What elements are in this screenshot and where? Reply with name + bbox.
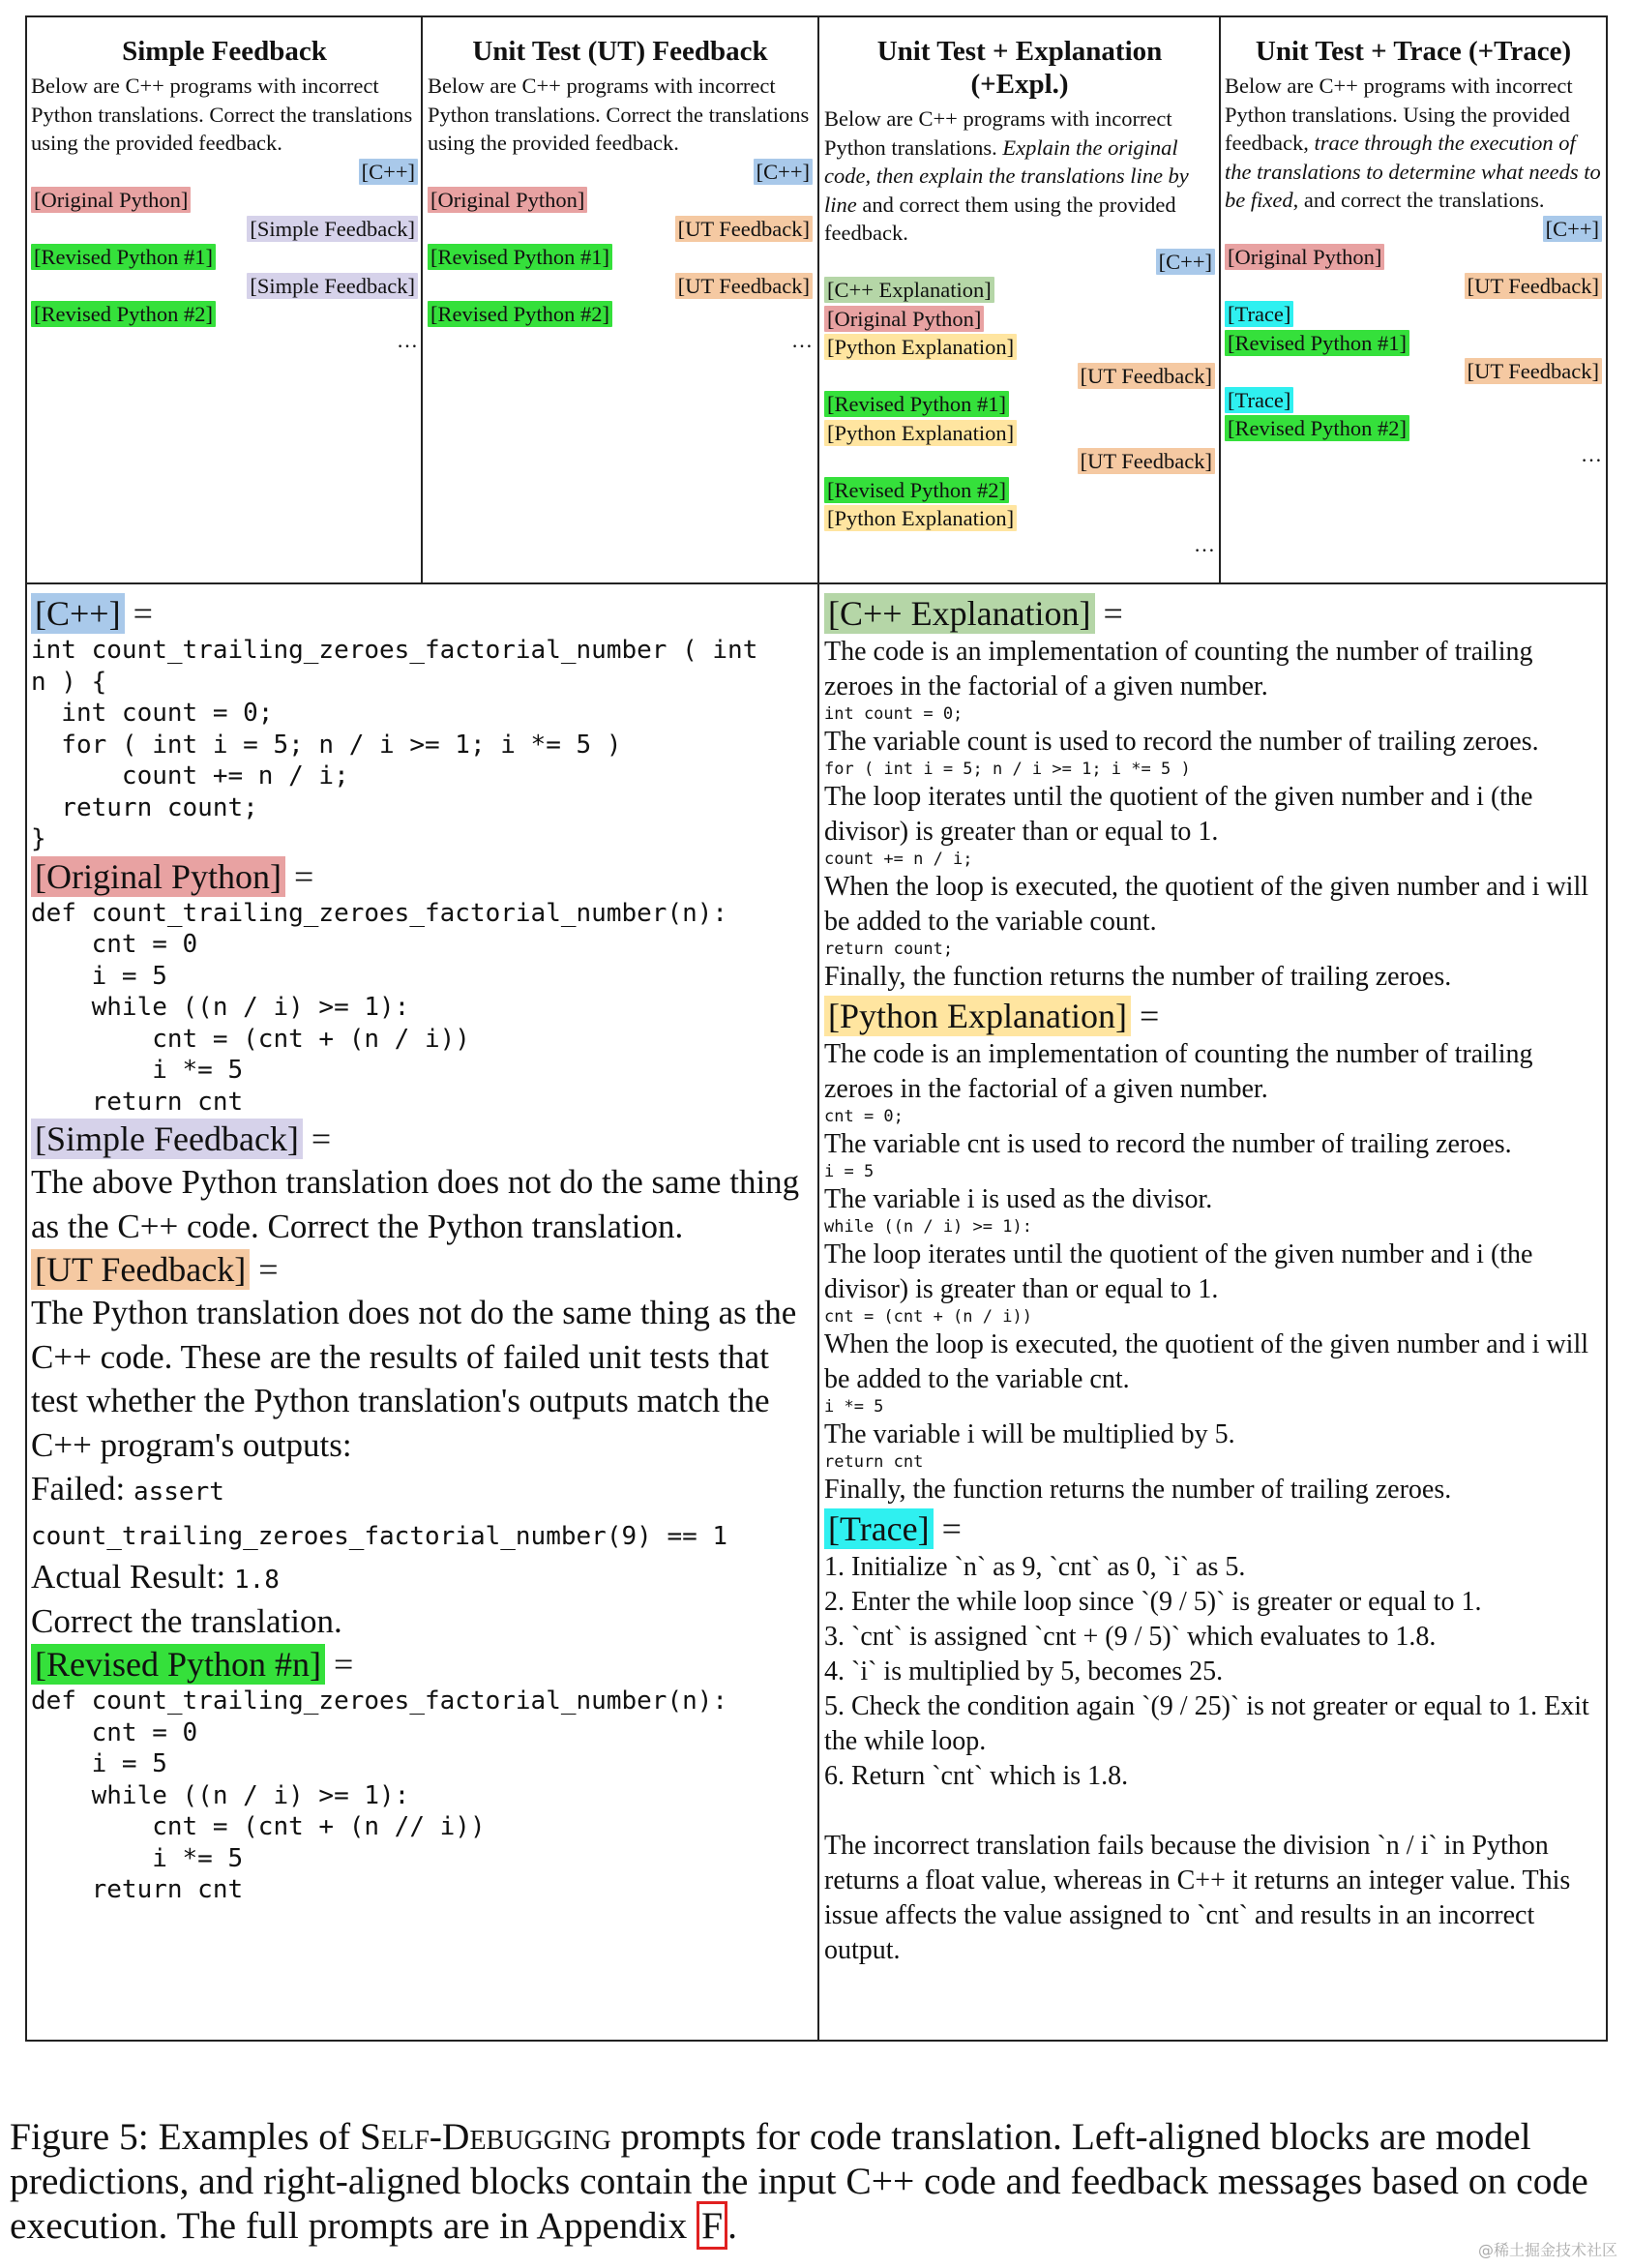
block-tag-trace: [Trace]	[824, 1508, 934, 1549]
explanation-text: The code is an implementation of counting the number of trailing zeroes in the factorial of a given number.	[824, 1039, 1533, 1104]
trace-step: 6. Return `cnt` which is 1.8.	[824, 1761, 1129, 1791]
tag-cpp: [C++]	[359, 159, 418, 185]
python-explanation-lines	[824, 1037, 1606, 1507]
revised-python-code: def count_trailing_zeroes_factorial_number(n): cnt = 0 i = 5 while ((n / i) >= 1): cnt = (cnt + (n // i)) i *= 5 return cnt	[31, 1686, 728, 1904]
correct-instruction: Correct the translation.	[31, 1601, 342, 1640]
block-tag-ut-feedback: [UT Feedback]	[31, 1249, 250, 1290]
divider-v1	[421, 15, 423, 584]
tag-ut-feedback: [UT Feedback]	[1078, 363, 1215, 389]
explanation-text: The loop iterates until the quotient of the given number and i (the divisor) is greater than or equal to 1.	[824, 782, 1533, 847]
trace-conclusion: The incorrect translation fails because the division `n / i` in Python returns a float value, whereas in C++ it returns an integer value. This issue affects the value assigned to `cnt` and results in an incorrect output.	[824, 1831, 1571, 1965]
trace-step: 5. Check the condition again `(9 / 25)` is not greater or equal to 1. Exit the while loop.	[824, 1691, 1589, 1756]
tag-original-python: [Original Python]	[1225, 244, 1384, 270]
explanation-text: The variable cnt is used to record the number of trailing zeroes.	[824, 1129, 1512, 1159]
divider-h1	[25, 582, 1608, 584]
example-left-column: [C++] = int count_trailing_zeroes_factorial_number ( int n ) { int count = 0; for ( int i = 5; n / i >= 1; i *= 5 ) count += n / i; return count; } [Original Python] = def count_trailing_zeroes_factorial_number(n): cnt = 0 i = 5 while ((n / i) >= 1): cnt = (cnt + (n / i)) i *= 5 return cnt [Simple Feedback] = The above Python translation does not do the same thing as the C++ code. Correct the Python translation. [UT Feedback] = The Python translation does not do the same thing as the C++ code. These are the results of failed unit tests that test whether the Python translation's outputs match the C++ program's outputs: Failed: assert count_trailing_zeroes_factorial_number(9) == 1 Actual Result: 1.8 Correct the translation. [Revised Python #n] = def count_trailing_zeroes_factorial_number(n): cnt = 0 i = 5 while ((n / i) >= 1): cnt = (cnt + (n // i)) i *= 5 return cnt	[31, 592, 815, 1906]
tag-original-python: [Original Python]	[824, 306, 984, 332]
tag-revised-python: [Revised Python #1]	[824, 391, 1009, 417]
tag-original-python: [Original Python]	[31, 187, 191, 213]
explanation-text: The variable count is used to record the number of trailing zeroes.	[824, 727, 1539, 757]
tag-original-python: [Original Python]	[428, 187, 587, 213]
trace-steps	[824, 1550, 1606, 1794]
tag-python-explanation: [Python Explanation]	[824, 334, 1017, 360]
trace-step: 4. `i` is multiplied by 5, becomes 25.	[824, 1656, 1224, 1686]
tag-cpp: [C++]	[754, 159, 813, 185]
explanation-text: Finally, the function returns the number of trailing zeroes.	[824, 962, 1452, 992]
trace-step: 2. Enter the while loop since `(9 / 5)` is greater or equal to 1.	[824, 1587, 1482, 1617]
ellipsis: …	[1194, 531, 1215, 556]
original-python-code: def count_trailing_zeroes_factorial_number(n): cnt = 0 i = 5 while ((n / i) >= 1): cnt = (cnt + (n / i)) i *= 5 return cnt	[31, 898, 728, 1117]
explanation-text: The loop iterates until the quotient of the given number and i (the divisor) is greater than or equal to 1.	[824, 1239, 1533, 1304]
explanation-text: Finally, the function returns the number of trailing zeroes.	[824, 1475, 1452, 1505]
failed-assert: Failed: assert count_trailing_zeroes_factorial_number(9) == 1	[31, 1470, 728, 1551]
panel-title: Unit Test + Trace (+Trace)	[1255, 36, 1572, 67]
tag-trace: [Trace]	[1225, 301, 1293, 327]
example-right-column: [C++ Explanation] = The code is an implementation of counting the number of trailing zeroes in the factorial of a given number. int count = 0; The variable count is used to record the number of trailing zeroes. for ( int i = 5; n / i >= 1; i *= 5 ) The loop iterates until the quotient of the given number and i (the divisor) is greater than or equal to 1. count += n / i; When the loop is executed, the quotient of the given number and i will be added to the variable count. return count; Finally, the function returns the number of trailing zeroes. [Python Explanation] = The code is an implementation of counting the number of trailing zeroes in the factorial of a given number. cnt = 0; The variable cnt is used to record the number of trailing zeroes. i = 5 The variable i is used as the divisor. while ((n / i) >= 1): The loop iterates until the quotient of the given number and i (the divisor) is greater than or equal to 1. cnt = (cnt + (n / i)) When the loop is executed, the quotient of the given number and i will be added to the variable cnt. i *= 5 The variable i will be multiplied by 5. return cnt Finally, the function returns the number of trailing zeroes. [Trace] = 1. Initialize `n` as 9, `cnt` as 0, `i` as 5. 2. Enter the while loop since `(9 / 5)` is greater or equal to 1. 3. `cnt` is assigned `cnt + (9 / 5)` which evaluates to 1.8. 4. `i` is multiplied by 5, becomes 25. 5. Check the condition again `(9 / 25)` is not greater or equal to 1. Exit the while loop. 6. Return `cnt` which is 1.8. The incorrect translation fails because the division `n / i` in Python returns a float value, whereas in C++ it returns an integer value. This issue affects the value assigned to `cnt` and results in an incorrect output.	[824, 592, 1606, 1968]
panel-description: Below are C++ programs with incorrect Python translations. Explain the original code, then explain the translations line by line and correct them using the provided feedback.	[824, 106, 1189, 245]
appendix-link[interactable]: F	[697, 2201, 727, 2250]
tag-ut-feedback: [UT Feedback]	[675, 273, 813, 299]
explanation-code: cnt = (cnt + (n / i))	[824, 1307, 1032, 1327]
explanation-code: while ((n / i) >= 1):	[824, 1217, 1032, 1237]
explanation-code: i = 5	[824, 1162, 875, 1181]
tag-cpp: [C++]	[1543, 216, 1602, 242]
tag-revised-python: [Revised Python #1]	[428, 244, 612, 270]
tag-revised-python: [Revised Python #2]	[428, 301, 612, 327]
panel-description: Below are C++ programs with incorrect Python translations. Using the provided feedback, trace through the execution of the translations to determine what needs to be fixed, and correct the translations.	[1225, 74, 1601, 212]
tag-revised-python: [Revised Python #2]	[1225, 415, 1409, 441]
panel-title: Simple Feedback	[122, 36, 327, 67]
explanation-text: When the loop is executed, the quotient of the given number and i will be added to the variable count.	[824, 872, 1589, 937]
explanation-text: The code is an implementation of counting the number of trailing zeroes in the factorial of a given number.	[824, 637, 1533, 701]
panel-title: Unit Test + Explanation (+Expl.)	[876, 36, 1163, 100]
panel-description: Below are C++ programs with incorrect Python translations. Correct the translations using the provided feedback.	[31, 74, 413, 155]
tag-simple-feedback: [Simple Feedback]	[247, 216, 418, 242]
explanation-text: When the loop is executed, the quotient of the given number and i will be added to the variable cnt.	[824, 1329, 1589, 1394]
panel-ut-feedback	[428, 15, 813, 352]
ellipsis: …	[791, 327, 813, 352]
tag-ut-feedback: [UT Feedback]	[1465, 358, 1602, 384]
cpp-code: int count_trailing_zeroes_factorial_number ( int n ) { int count = 0; for ( int i = 5; n / i >= 1; i *= 5 ) count += n / i; return count; }	[31, 636, 758, 853]
tag-revised-python: [Revised Python #1]	[1225, 330, 1409, 356]
panel-description: Below are C++ programs with incorrect Python translations. Correct the translations using the provided feedback.	[428, 74, 810, 155]
explanation-code: int count = 0;	[824, 704, 964, 724]
explanation-text: The variable i will be multiplied by 5.	[824, 1419, 1235, 1449]
explanation-code: return cnt	[824, 1452, 924, 1472]
panel-ut-trace	[1225, 15, 1602, 466]
explanation-code: for ( int i = 5; n / i >= 1; i *= 5 )	[824, 760, 1191, 779]
tag-trace: [Trace]	[1225, 387, 1293, 413]
simple-feedback-text: The above Python translation does not do the same thing as the C++ code. Correct the Python translation.	[31, 1163, 800, 1245]
tag-ut-feedback: [UT Feedback]	[1465, 273, 1602, 299]
divider-v3	[1219, 15, 1221, 584]
trace-step: 3. `cnt` is assigned `cnt + (9 / 5)` which evaluates to 1.8.	[824, 1622, 1437, 1652]
explanation-code: return count;	[824, 940, 954, 959]
tag-cpp-explanation: [C++ Explanation]	[824, 277, 994, 303]
tag-python-explanation: [Python Explanation]	[824, 420, 1017, 446]
cpp-explanation-lines	[824, 635, 1606, 995]
tag-ut-feedback: [UT Feedback]	[1078, 448, 1215, 474]
tag-ut-feedback: [UT Feedback]	[675, 216, 813, 242]
tag-simple-feedback: [Simple Feedback]	[247, 273, 418, 299]
explanation-code: i *= 5	[824, 1397, 884, 1417]
block-tag-cpp: [C++]	[31, 593, 125, 634]
ellipsis: …	[397, 327, 418, 352]
method-name: Self-Debugging	[360, 2115, 611, 2158]
tag-revised-python: [Revised Python #2]	[31, 301, 216, 327]
block-tag-original-python: [Original Python]	[31, 856, 285, 897]
panel-simple-feedback	[31, 15, 418, 352]
panel-ut-explanation	[824, 15, 1215, 556]
block-tag-simple-feedback: [Simple Feedback]	[31, 1119, 303, 1159]
explanation-code: cnt = 0;	[824, 1107, 904, 1126]
block-tag-revised-python: [Revised Python #n]	[31, 1644, 325, 1685]
explanation-code: count += n / i;	[824, 850, 973, 869]
divider-v2	[817, 15, 819, 2042]
explanation-text: The variable i is used as the divisor.	[824, 1184, 1213, 1214]
figure-caption: Figure 5: Examples of Self-Debugging prompts for code translation. Left-aligned blocks are model predictions, and right-aligned blocks contain the input C++ code and feedback messages based on code execution. The full prompts are in Appendix F .	[10, 2114, 1625, 2248]
tag-revised-python: [Revised Python #2]	[824, 477, 1009, 503]
actual-result: Actual Result: 1.8	[31, 1558, 280, 1596]
tag-python-explanation: [Python Explanation]	[824, 505, 1017, 531]
tag-cpp: [C++]	[1156, 249, 1215, 275]
block-tag-python-explanation: [Python Explanation]	[824, 996, 1131, 1036]
panel-title: Unit Test (UT) Feedback	[472, 36, 768, 67]
trace-step: 1. Initialize `n` as 9, `cnt` as 0, `i` as 5.	[824, 1552, 1246, 1582]
block-tag-cpp-explanation: [C++ Explanation]	[824, 593, 1095, 634]
watermark: @稀土掘金技术社区	[1477, 2241, 1617, 2259]
tag-revised-python: [Revised Python #1]	[31, 244, 216, 270]
ellipsis: …	[1581, 441, 1602, 466]
ut-feedback-text: The Python translation does not do the same thing as the C++ code. These are the results of failed unit tests that test whether the Python translation's outputs match the C++ program's outputs:	[31, 1294, 797, 1464]
